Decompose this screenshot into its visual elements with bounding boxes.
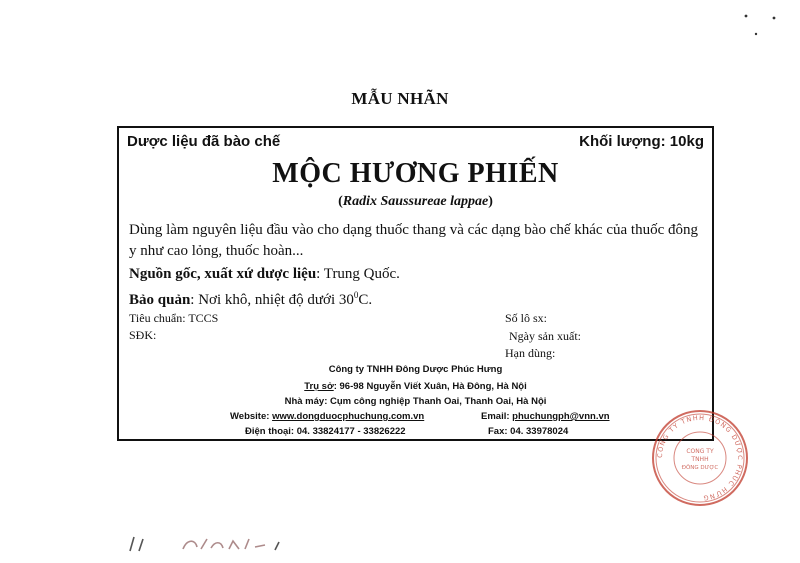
net-weight: Khối lượng: 10kg [579,133,704,150]
storage-line [129,290,372,309]
company-name: Công ty TNHH Đông Dược Phúc Hưng [328,364,503,375]
product-label [117,126,714,441]
company-stamp [650,408,750,508]
corner-marks [740,10,790,40]
svg-text:CÔNG TY TNHH ĐÔNG DƯỢC PHÚC HƯ: CÔNG TY TNHH ĐÔNG DƯỢC PHÚC HƯNG [655,413,744,503]
hq-value: : 96-98 Nguyễn Viết Xuân, Hà Đông, Hà Nội [333,381,527,392]
storage-unit: C. [358,292,373,308]
svg-text:CÔNG TY: CÔNG TY [686,448,714,455]
email-label: Email: [481,411,513,422]
origin-line [129,266,400,283]
origin-label: Nguồn gốc, xuất xứ dược liệu [129,266,317,282]
storage-value: : Nơi khô, nhiệt độ dưới 30 [190,292,354,308]
svg-text:ĐÔNG DƯỢC: ĐÔNG DƯỢC [681,465,719,471]
latin-open: ( [338,194,343,209]
page-heading: MẪU NHÃN [351,89,449,108]
latin-close: ) [488,194,493,209]
storage-sup: 0 [353,290,359,300]
svg-text:TNHH: TNHH [691,456,709,463]
standard: Tiêu chuẩn: TCCS [129,311,219,325]
registration-number: SĐK: [129,328,157,342]
factory-address: Nhà máy: Cụm công nghiệp Thanh Oai, Thanh Oai, Hà Nội [284,396,547,407]
manufacture-date: Ngày sản xuất: [509,329,581,343]
fax: Fax: 04. 33978024 [488,426,569,437]
product-name: MỘC HƯƠNG PHIẾN [272,158,559,189]
usage-text: Dùng làm nguyên liệu đầu vào cho dạng thuốc thang và các dạng bào chế khác của thuốc đông y như cao lỏng, thuốc hoàn... [129,222,698,259]
storage-label: Bảo quản [129,292,191,308]
headquarters [119,381,712,392]
origin-value: : Trung Quốc. [316,266,400,282]
website-line [230,411,424,422]
expiry-date: Hạn dùng: [505,346,556,360]
phone: Điện thoại: 04. 33824177 - 33826222 [245,426,406,437]
latin-name-line [119,194,712,210]
latin-name: Radix Saussureae lappae [342,194,489,209]
category: Dược liệu đã bào chế [127,133,281,150]
website-link[interactable]: www.dongduocphuchung.com.vn [272,411,425,422]
email-line [481,411,610,422]
lot-number: Số lô sx: [505,311,548,325]
hq-label: Trụ sở [304,381,334,392]
email-link[interactable]: phuchungph@vnn.vn [512,411,610,422]
website-label: Website: [230,411,273,422]
scan-marks [125,533,305,555]
